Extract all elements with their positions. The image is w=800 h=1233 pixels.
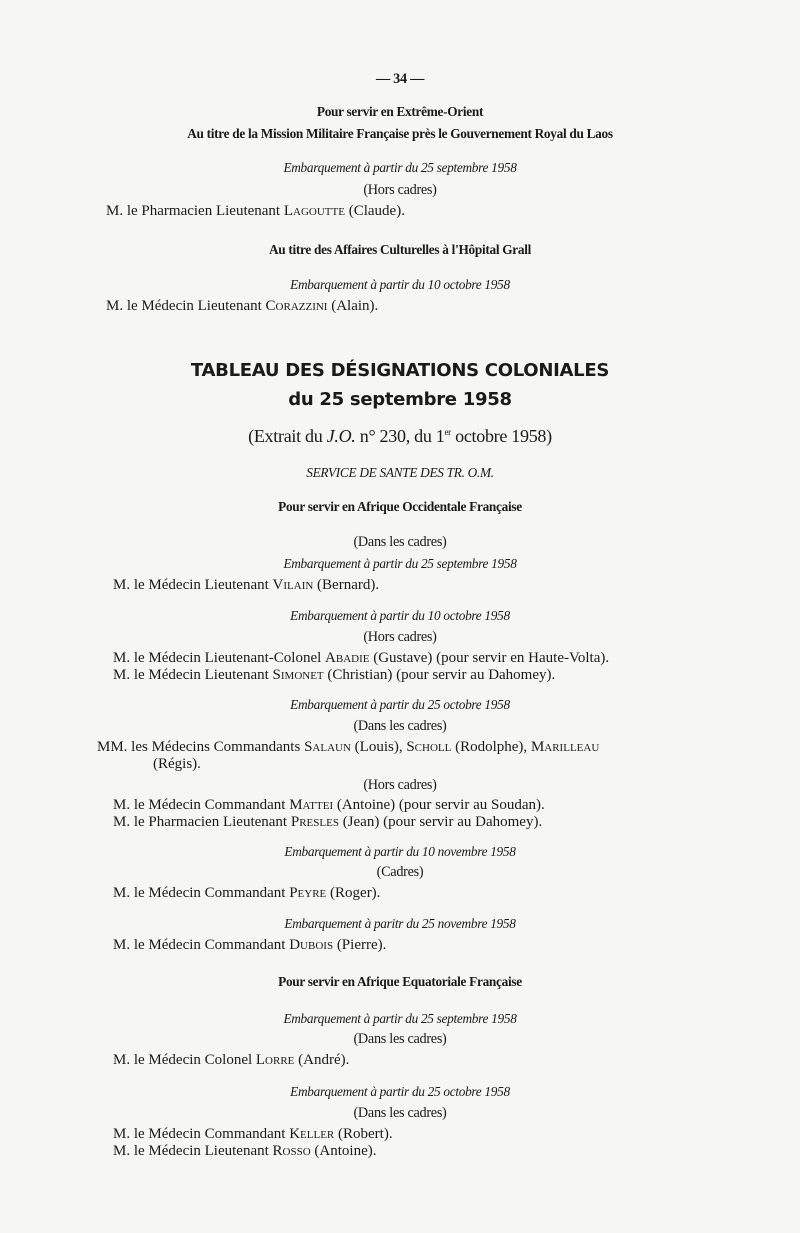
service-title: SERVICE DE SANTE DES TR. O.M. — [306, 465, 494, 480]
section-title-aef: Pour servir en Afrique Equatoriale Française — [278, 974, 522, 989]
cadre-status: (Cadres) — [376, 864, 424, 880]
cadre-status: (Hors cadres) — [363, 777, 437, 793]
section-title-aof: Pour servir en Afrique Occidentale Française — [278, 499, 522, 514]
cadre-status: (Hors cadres) — [363, 182, 437, 198]
person-surname: Dubois — [289, 937, 334, 953]
person-entry: M. le Pharmacien Lieutenant Lagoutte (Claude). — [106, 203, 405, 219]
person-entry: MM. les Médecins Commandants Salaun (Louis), Scholl (Rodolphe), Marilleau — [97, 739, 600, 755]
embarkation-line: Embarquement à partir du 10 octobre 1958 — [290, 277, 510, 292]
person-surname: Vilain — [272, 577, 314, 593]
person-surname: Simonet — [272, 667, 324, 683]
embarkation-line: Embarquement à partir du 25 octobre 1958 — [290, 697, 510, 712]
embarkation-line: Embarquement à partir du 25 septembre 1958 — [283, 160, 517, 175]
person-surname: Mattei — [289, 797, 334, 813]
person-entry: M. le Médecin Lieutenant Rosso (Antoine). — [113, 1143, 377, 1159]
embarkation-line: Embarquement à partir du 25 octobre 1958 — [290, 1084, 510, 1099]
person-entry: M. le Médecin Commandant Keller (Robert). — [113, 1126, 393, 1142]
person-surname: Scholl — [406, 739, 452, 755]
person-entry-continuation: (Régis). — [153, 756, 201, 772]
section-subtitle-affaires-culturelles: Au titre des Affaires Culturelles à l'Hôpital Grall — [268, 242, 532, 257]
person-surname: Salaun — [304, 739, 351, 755]
cadre-status: (Dans les cadres) — [353, 534, 447, 550]
extrait-line: (Extrait du J.O. n° 230, du 1er octobre 1958) — [248, 426, 552, 446]
person-surname: Rosso — [272, 1143, 311, 1159]
section-subtitle-laos: Au titre de la Mission Militaire Française près le Gouvernement Royal du Laos — [187, 126, 613, 141]
embarkation-line: Embarquement à partir du 10 octobre 1958 — [290, 608, 510, 623]
person-surname: Lagoutte — [283, 203, 345, 219]
person-entry: M. le Médecin Commandant Mattei (Antoine) (pour servir au Soudan). — [113, 797, 545, 813]
person-entry: M. le Médecin Commandant Peyre (Roger). — [113, 885, 381, 901]
embarkation-line: Embarquement à paritr du 25 novembre 1958 — [284, 916, 516, 931]
page-number: — 34 — — [375, 71, 425, 87]
person-surname: Peyre — [289, 885, 327, 901]
section-title-extreme-orient: Pour servir en Extrême-Orient — [316, 104, 484, 119]
person-entry: M. le Médecin Colonel Lorre (André). — [113, 1052, 350, 1068]
person-surname: Corazzini — [265, 298, 328, 314]
tableau-title: TABLEAU DES DÉSIGNATIONS COLONIALES — [190, 360, 610, 381]
person-entry: M. le Médecin Lieutenant-Colonel Abadie (Gustave) (pour servir en Haute-Volta). — [113, 650, 610, 666]
person-surname: Presles — [290, 814, 339, 830]
person-entry: M. le Pharmacien Lieutenant Presles (Jean) (pour servir au Dahomey). — [113, 814, 543, 830]
person-entry: M. le Médecin Lieutenant Simonet (Christian) (pour servir au Dahomey). — [113, 667, 556, 683]
person-surname: Keller — [289, 1126, 335, 1142]
person-surname: Lorre — [255, 1052, 295, 1068]
embarkation-line: Embarquement à partir du 25 septembre 1958 — [283, 1011, 517, 1026]
cadre-status: (Hors cadres) — [363, 629, 437, 645]
embarkation-line: Embarquement à partir du 25 septembre 1958 — [283, 556, 517, 571]
cadre-status: (Dans les cadres) — [353, 718, 447, 734]
person-entry: M. le Médecin Lieutenant Vilain (Bernard). — [113, 577, 380, 593]
person-surname: Abadie — [325, 650, 370, 666]
person-entry: M. le Médecin Commandant Dubois (Pierre). — [113, 937, 387, 953]
embarkation-line: Embarquement à partir du 10 novembre 1958 — [284, 844, 516, 859]
person-surname: Marilleau — [530, 739, 600, 755]
cadre-status: (Dans les cadres) — [353, 1031, 447, 1047]
tableau-date: du 25 septembre 1958 — [288, 389, 512, 410]
person-entry: M. le Médecin Lieutenant Corazzini (Alain). — [106, 298, 379, 314]
cadre-status: (Dans les cadres) — [353, 1105, 447, 1121]
